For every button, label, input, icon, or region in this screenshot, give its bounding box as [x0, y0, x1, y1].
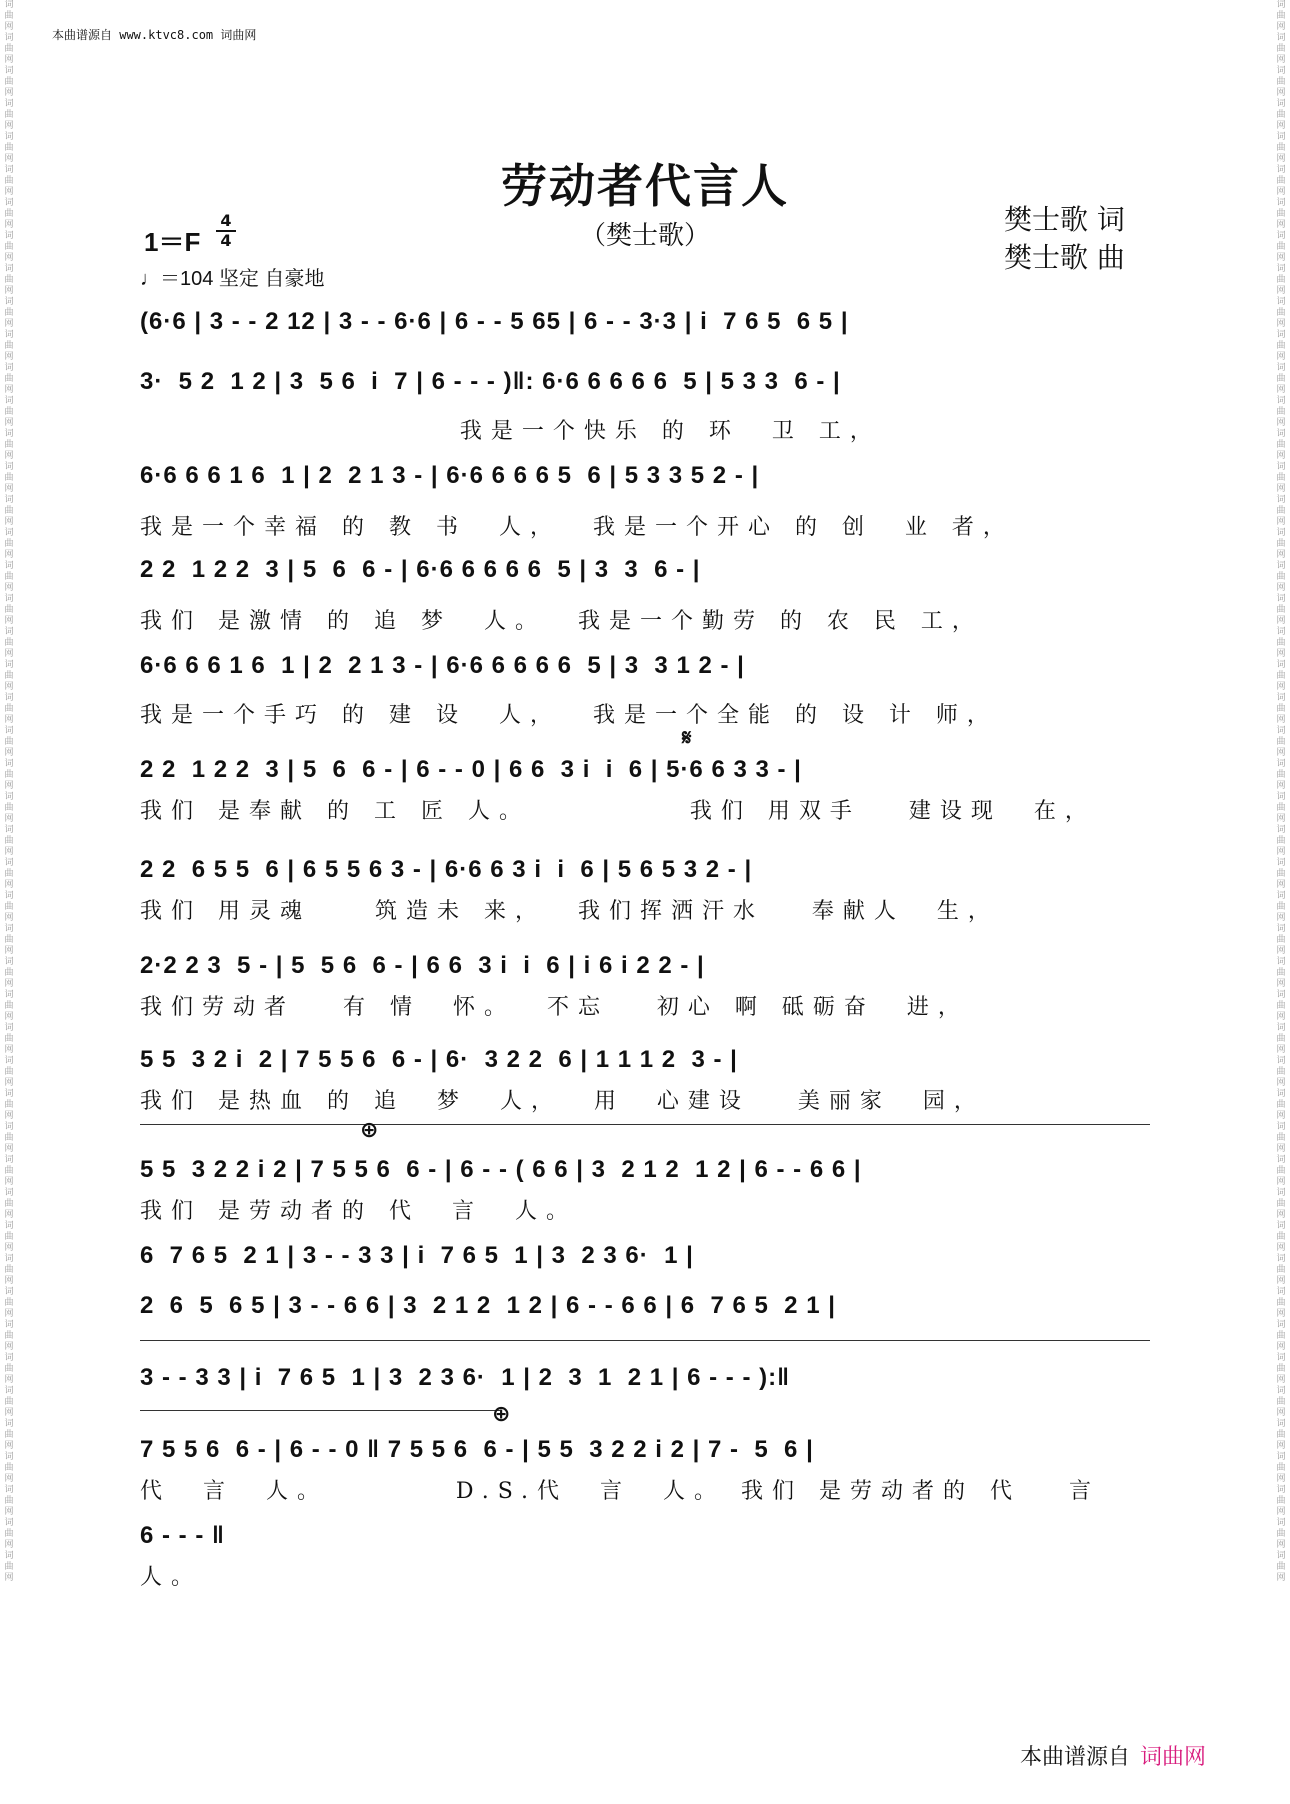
score-row-2 [140, 368, 1150, 408]
score-row-5 [140, 652, 1150, 692]
lyric-line: 代 言 人。 D.S.代 言 人。 我们 是劳动者的 代 言 [140, 1479, 1100, 1504]
source-header: 本曲谱源自 www.ktvc8.com 词曲网 [52, 28, 257, 42]
score-row-11 [140, 1242, 1150, 1282]
score-row-10 [140, 1156, 1150, 1196]
notation-line: 2 2 1 2 2 3 | 5 6 6 - | 6 - - 0 | 6 6 3 i i 6 | 5·6 6 3 3 - | [140, 756, 802, 783]
notation-line: 3· 5 2 1 2 | 3 5 6 i 7 | 6 - - - )‖: 6·6 6 6 6 6 5 | 5 3 3 6 - | [140, 368, 841, 395]
score-row-12 [140, 1292, 1150, 1332]
segno-sign: 𝄋 [682, 726, 692, 751]
score-row-1 [140, 308, 1150, 348]
song-subtitle: （樊士歌） [579, 221, 710, 251]
volta-bracket-2 [140, 1410, 500, 1411]
lyric-line: 人。 [140, 1565, 203, 1590]
footer-source [1020, 1740, 1206, 1771]
score-row-4 [140, 556, 1150, 596]
time-signature [216, 212, 236, 250]
notation-line: 6·6 6 6 1 6 1 | 2 2 1 3 - | 6·6 6 6 6 6 5 | 3 3 1 2 - | [140, 652, 745, 679]
footer-site-link[interactable]: 词曲网 [1140, 1745, 1207, 1770]
song-title: 劳动者代言人 [501, 159, 789, 213]
notation-line: 2 2 1 2 2 3 | 5 6 6 - | 6·6 6 6 6 6 5 | 3 3 6 - | [140, 556, 701, 583]
notation-line: 5 5 3 2 i 2 | 7 5 5 6 6 - | 6· 3 2 2 6 | 1 1 1 2 3 - | [140, 1046, 738, 1073]
notation-line: 5 5 3 2 2 i 2 | 7 5 5 6 6 - | 6 - - ( 6 6 | 3 2 1 2 1 2 | 6 - - 6 6 | [140, 1156, 862, 1183]
lyric-line: 我们 是劳动者的 代 言 人。 [140, 1199, 577, 1224]
lyricist-credit: 樊士歌 词 [1004, 203, 1125, 236]
notation-line: 6·6 6 6 1 6 1 | 2 2 1 3 - | 6·6 6 6 6 5 6 | 5 3 3 5 2 - | [140, 462, 760, 489]
volta-bracket-1 [140, 1124, 1150, 1125]
notation-line: 2 2 6 5 5 6 | 6 5 5 6 3 - | 6·6 6 3 i i 6 | 5 6 5 3 2 - | [140, 856, 753, 883]
score-row-9 [140, 1046, 1150, 1086]
lyric-line: 我是一个手巧 的 建 设 人， 我是一个全能 的 设 计 师， [140, 703, 998, 728]
notation-line: (6·6 | 3 - - 2 12 | 3 - - 6·6 | 6 - - 5 65 | 6 - - 3·3 | i 7 6 5 6 5 | [140, 308, 849, 335]
notation-line: 6 - - - ‖ [140, 1522, 225, 1549]
lyric-line: 我们 是奉献 的 工 匠 人。 我们 用双手 建设现 在， [140, 799, 1096, 824]
score-row-13 [140, 1364, 1150, 1404]
notation-line: 3 - - 3 3 | i 7 6 5 1 | 3 2 3 6· 1 | 2 3 1 2 1 | 6 - - - ):‖ [140, 1364, 791, 1391]
footer-text: 本曲谱源自 [1020, 1745, 1131, 1770]
score-row-6 [140, 756, 1150, 796]
notation-line: 7 5 5 6 6 - | 6 - - 0 ‖ 7 5 5 6 6 - | 5 5 3 2 2 i 2 | 7 - 5 6 | [140, 1436, 814, 1463]
coda-sign-2: ⊕ [492, 1402, 511, 1427]
volta-bracket-line [140, 1340, 1150, 1341]
score-row-3 [140, 462, 1150, 502]
side-watermark-right: 词曲网词曲网词曲网词曲网词曲网词曲网词曲网词曲网词曲网词曲网词曲网词曲网词曲网词曲网词曲网词曲网词曲网词曲网词曲网词曲网词曲网词曲网词曲网词曲网词曲网词曲网词曲网词曲网词曲网词曲网词曲网词曲网词曲网词曲网词曲网词曲网词曲网词曲网词曲网词曲网词曲网词曲网词曲网词曲网词曲网词曲网词曲网词曲网 [1276, 0, 1286, 1583]
notation-line: 2·2 2 3 5 - | 5 5 6 6 - | 6 6 3 i i 6 | i 6 i 2 2 - | [140, 952, 705, 979]
composer-credit: 樊士歌 曲 [1004, 241, 1125, 274]
key-signature: 1＝F [144, 227, 201, 257]
coda-sign: ⊕ [360, 1118, 379, 1143]
lyric-line: 我们 是热血 的 追 梦 人， 用 心建设 美丽家 园， [140, 1089, 985, 1114]
score-row-15 [140, 1522, 1150, 1562]
lyric-line: 我是一个快乐 的 环 卫 工， [140, 419, 881, 444]
lyric-line: 我们劳动者 有 情 怀。 不忘 初心 啊 砥砺奋 进， [140, 995, 969, 1020]
score-row-8 [140, 952, 1150, 992]
lyric-line: 我们 用灵魂 筑造未 来， 我们挥洒汗水 奉献人 生， [140, 899, 999, 924]
notation-line: 6 7 6 5 2 1 | 3 - - 3 3 | i 7 6 5 1 | 3 2 3 6· 1 | [140, 1242, 694, 1269]
time-signature-top: 4 [216, 212, 236, 232]
score-row-7 [140, 856, 1150, 896]
notation-line: 2 6 5 6 5 | 3 - - 6 6 | 3 2 1 2 1 2 | 6 - - 6 6 | 6 7 6 5 2 1 | [140, 1292, 836, 1319]
lyric-line: 我们 是激情 的 追 梦 人。 我是一个勤劳 的 农 民 工， [140, 609, 983, 634]
time-signature-bottom: 4 [220, 231, 232, 250]
side-watermark-left: 词曲网词曲网词曲网词曲网词曲网词曲网词曲网词曲网词曲网词曲网词曲网词曲网词曲网词曲网词曲网词曲网词曲网词曲网词曲网词曲网词曲网词曲网词曲网词曲网词曲网词曲网词曲网词曲网词曲网词曲网词曲网词曲网词曲网词曲网词曲网词曲网词曲网词曲网词曲网词曲网词曲网词曲网词曲网词曲网词曲网词曲网词曲网词曲网 [4, 0, 14, 1583]
score-row-14 [140, 1436, 1150, 1476]
lyric-line: 我是一个幸福 的 教 书 人， 我是一个开心 的 创 业 者， [140, 515, 1014, 540]
tempo-marking: ♩＝104 坚定 自豪地 [140, 268, 325, 290]
